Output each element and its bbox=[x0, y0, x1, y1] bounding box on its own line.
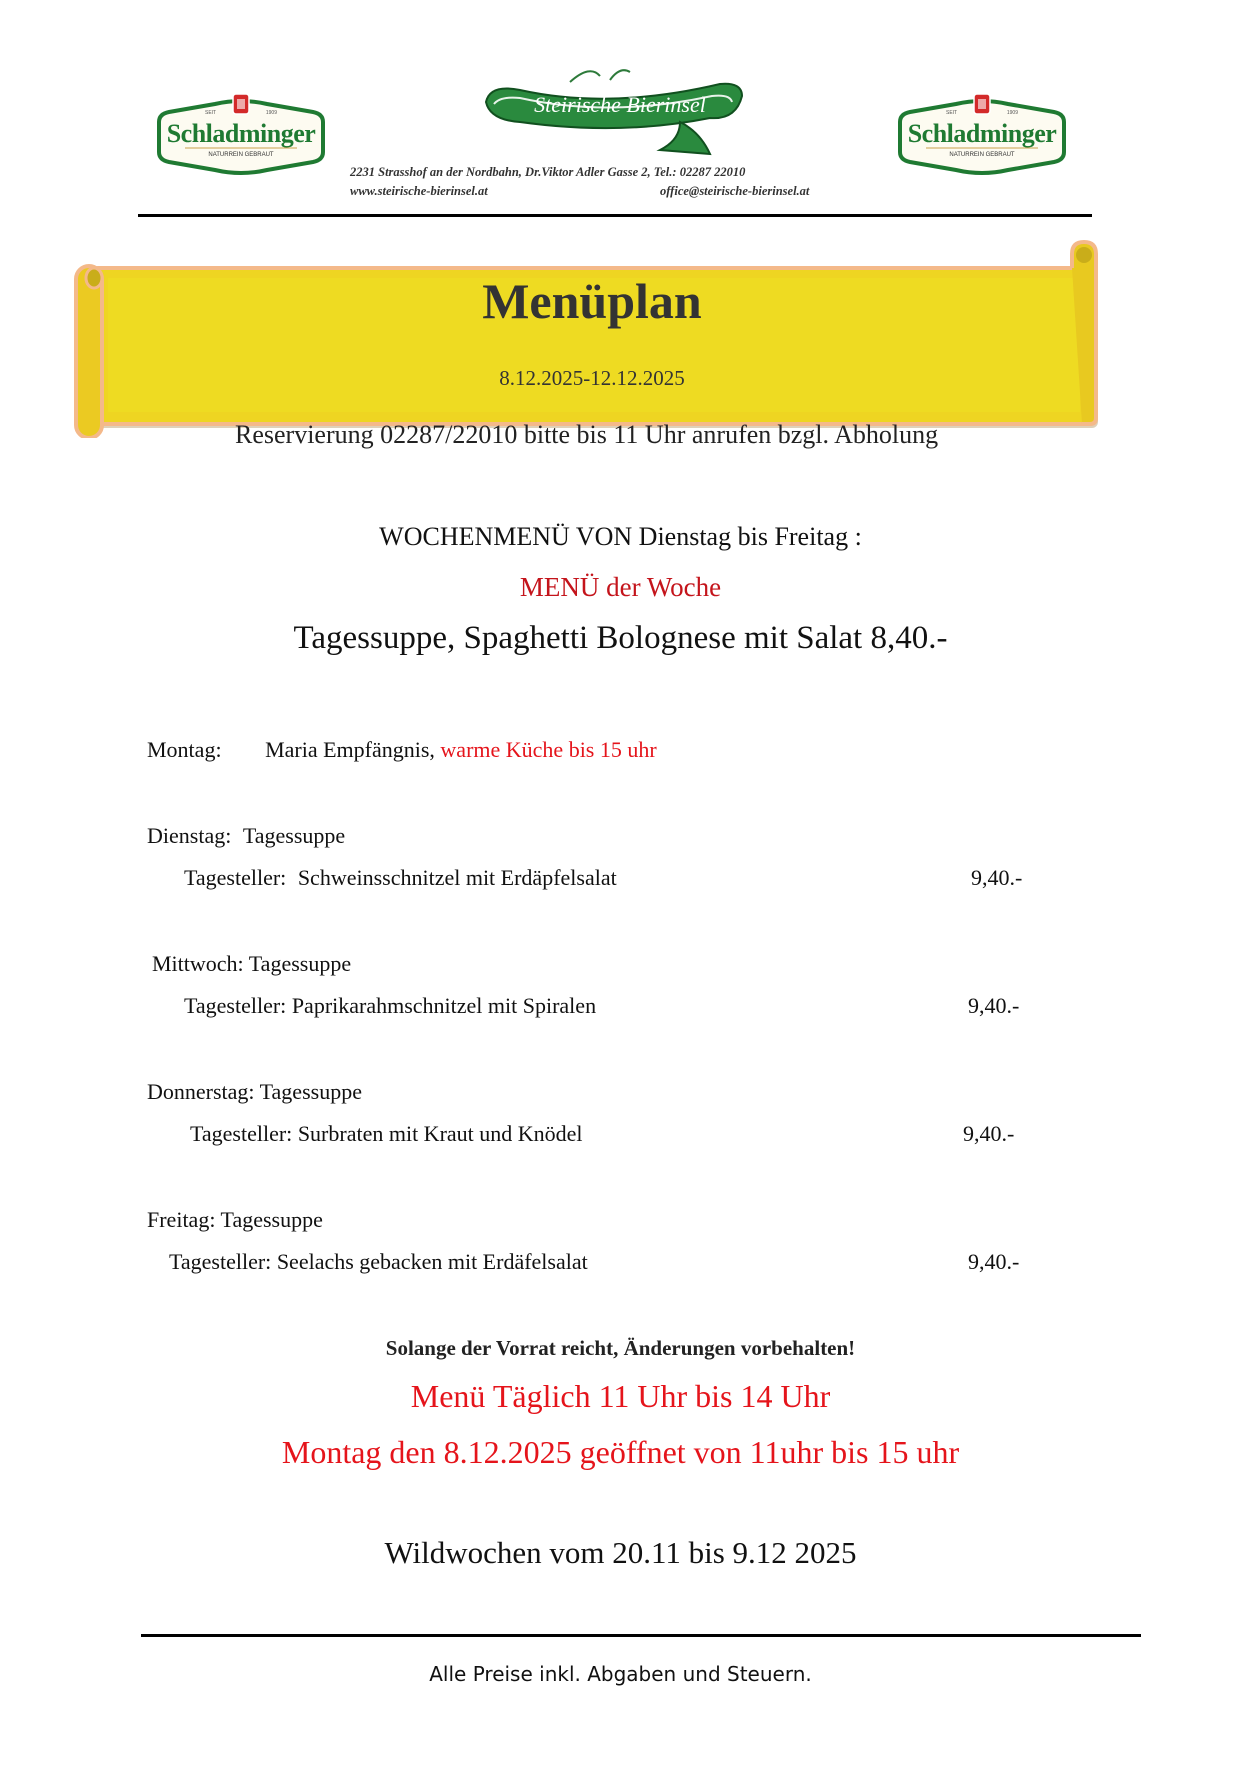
weekly-dish: Tagessuppe, Spaghetti Bolognese mit Salat 8,40.- bbox=[293, 620, 948, 656]
steirische-bierinsel-logo bbox=[480, 62, 750, 157]
weekly-subheading: MENÜ der Woche bbox=[519, 572, 722, 602]
bierinsel-wordmark: Steirische Bierinsel bbox=[534, 92, 706, 117]
monday-row bbox=[147, 737, 657, 763]
address-line: 2231 Strasshof an der Nordbahn, Dr.Viktor Adler Gasse 2, Tel.: 02287 22010 bbox=[350, 165, 746, 179]
monday-note: Maria Empfängnis, bbox=[265, 737, 435, 762]
footer-text: Alle Preise inkl. Abgaben und Steuern. bbox=[429, 1662, 812, 1686]
soup-label: Tagessuppe bbox=[220, 1207, 323, 1232]
header-divider bbox=[138, 214, 1092, 217]
stock-note: Solange der Vorrat reicht, Änderungen vorbehalten! bbox=[385, 1336, 856, 1360]
plate-row bbox=[190, 1121, 583, 1147]
menu-banner bbox=[72, 238, 1100, 438]
plate-label: Tagesteller: bbox=[184, 865, 287, 890]
footer-divider bbox=[141, 1634, 1141, 1637]
price: 9,40.- bbox=[968, 993, 1020, 1018]
day-label: Donnerstag: bbox=[147, 1079, 255, 1104]
weekly-heading: WOCHENMENÜ VON Dienstag bis Freitag : bbox=[379, 522, 862, 551]
price: 9,40.- bbox=[971, 865, 1023, 890]
seit-label: SEIT bbox=[205, 110, 217, 116]
date-range: 8.12.2025-12.12.2025 bbox=[499, 366, 685, 390]
schladminger-seit-right bbox=[946, 110, 1018, 116]
price: 9,40.- bbox=[968, 1249, 1020, 1274]
daily-hours: Menü Täglich 11 Uhr bis 14 Uhr bbox=[410, 1378, 831, 1414]
schladminger-tagline-left: NATURREIN GEBRAUT bbox=[208, 152, 274, 158]
website-link[interactable]: www.steirische-bierinsel.at bbox=[350, 184, 488, 198]
plate-label: Tagesteller: bbox=[184, 993, 287, 1018]
day-label: Montag: bbox=[147, 737, 222, 762]
plate-dish: Schweinsschnitzel mit Erdäpfelsalat bbox=[297, 865, 617, 890]
email-link[interactable]: office@steirische-bierinsel.at bbox=[660, 184, 810, 198]
plate-label: Tagesteller: bbox=[169, 1249, 272, 1274]
day-label: Dienstag: bbox=[147, 823, 232, 848]
day-row bbox=[147, 1079, 362, 1105]
plate-row bbox=[184, 993, 596, 1019]
day-label: Freitag: bbox=[147, 1207, 216, 1232]
schladminger-logo-left bbox=[155, 92, 327, 178]
day-row bbox=[152, 951, 351, 977]
plate-label: Tagesteller: bbox=[190, 1121, 293, 1146]
plate-dish: Paprikarahmschnitzel mit Spiralen bbox=[291, 993, 597, 1018]
schladminger-tagline-right: NATURREIN GEBRAUT bbox=[949, 152, 1015, 158]
soup-label: Tagessuppe bbox=[259, 1079, 362, 1104]
plate-dish: Seelachs gebacken mit Erdäfelsalat bbox=[276, 1249, 588, 1274]
schladminger-seit-left bbox=[205, 110, 277, 116]
schladminger-wordmark-left: Schladminger bbox=[166, 119, 316, 148]
soup-label: Tagessuppe bbox=[248, 951, 352, 976]
monday-note-red: warme Küche bis 15 uhr bbox=[440, 737, 657, 762]
day-row bbox=[147, 823, 345, 849]
plate-row bbox=[184, 865, 617, 891]
scroll-banner-shape bbox=[72, 238, 1100, 438]
seit-label: SEIT bbox=[946, 110, 958, 116]
plate-row bbox=[169, 1249, 588, 1275]
wild-weeks: Wildwochen vom 20.11 bis 9.12 2025 bbox=[384, 1535, 857, 1570]
price: 9,40.- bbox=[963, 1121, 1015, 1146]
day-row bbox=[147, 1207, 323, 1233]
soup-label: Tagessuppe bbox=[242, 823, 346, 848]
page-title: Menüplan bbox=[482, 273, 702, 329]
plate-dish: Surbraten mit Kraut und Knödel bbox=[297, 1121, 583, 1146]
day-label: Mittwoch: bbox=[152, 951, 244, 976]
schladminger-logo-right bbox=[896, 92, 1068, 178]
year-label: 1909 bbox=[265, 110, 277, 116]
reservation-note: Reservierung 02287/22010 bitte bis 11 Uhr anrufen bzgl. Abholung bbox=[235, 420, 939, 449]
year-label: 1909 bbox=[1006, 110, 1018, 116]
monday-hours: Montag den 8.12.2025 geöffnet von 11uhr bis 15 uhr bbox=[281, 1434, 960, 1470]
schladminger-wordmark-right: Schladminger bbox=[907, 119, 1057, 148]
